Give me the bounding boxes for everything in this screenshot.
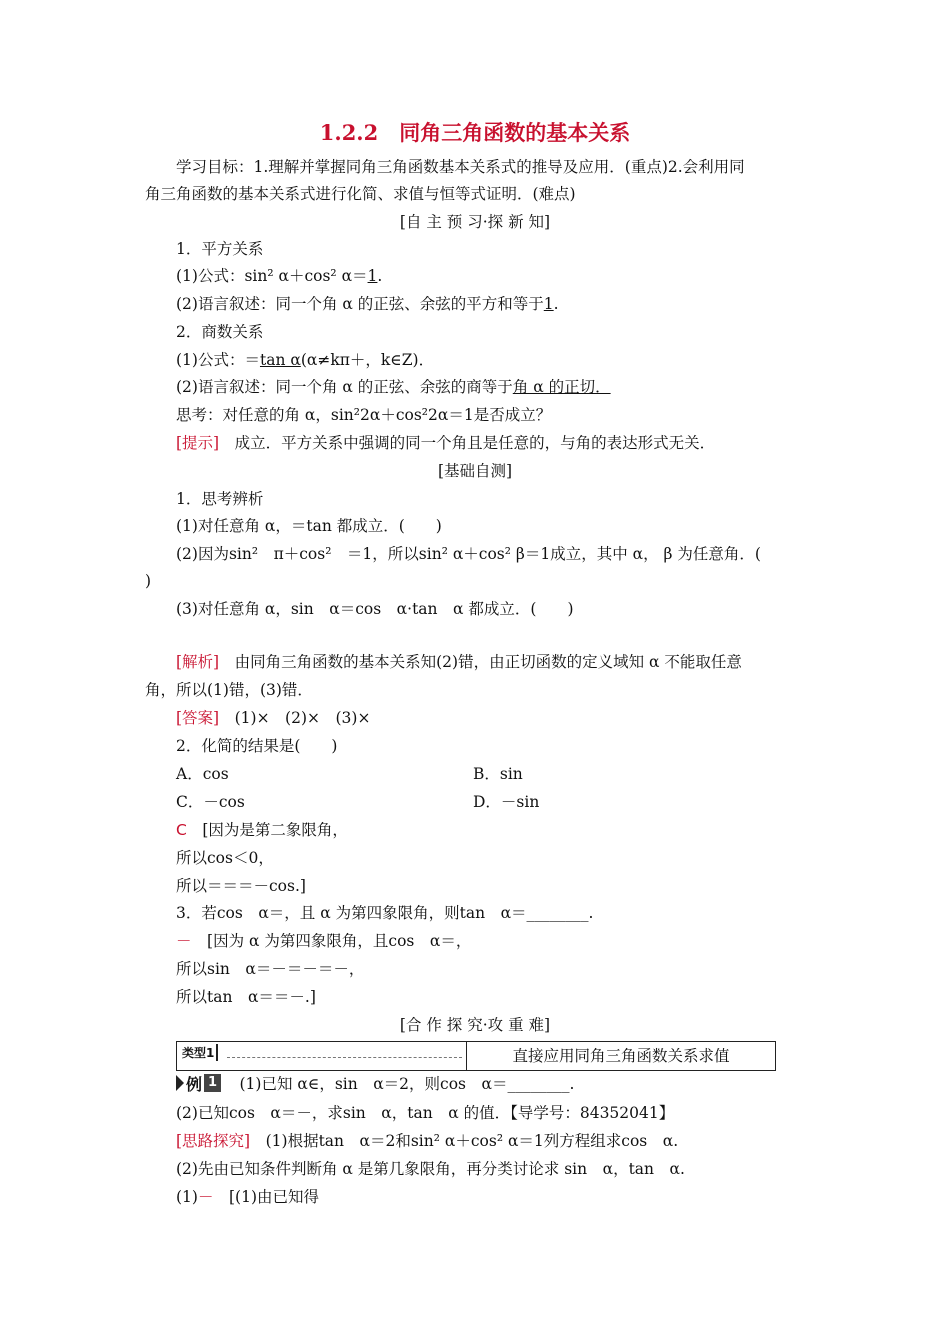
q1-analysis <box>176 651 742 673</box>
analysis-line-1: 由同角三角函数的基本关系知(2)错，由正切函数的定义域知 α 不能取任意 <box>219 653 742 671</box>
quotient-formula-prefix: (1)公式：＝ <box>176 351 260 369</box>
q1-heading: 1．思考辨析 <box>176 490 264 508</box>
square-heading: 1．平方关系 <box>176 240 264 258</box>
idea-label: [思路探究] <box>176 1132 251 1150</box>
q3-solution-1 <box>176 930 471 952</box>
q3-answer: － <box>176 932 192 950</box>
answer-text: (1)× (2)× (3)× <box>219 709 371 727</box>
type1-tag-cell <box>177 1042 467 1070</box>
q2-heading: 2．化简的结果是( ) <box>176 737 338 755</box>
q2-option-a: A．cos <box>176 765 229 783</box>
page-title: 1.2.2 同角三角函数的基本关系 <box>319 120 631 145</box>
section-preview-heading: [自 主 预 习·探 新 知] <box>399 213 551 231</box>
q2-option-b: B．sin <box>473 765 523 783</box>
type1-tag: 类型1 <box>180 1044 218 1061</box>
quotient-formula <box>176 349 434 371</box>
q1-item-2: (2)因为sin² π＋cos² ＝1，所以sin² α＋cos² β＝1成立，其中 α， β 为任意角．( <box>176 545 761 563</box>
answer-label: [答案] <box>176 709 220 727</box>
square-formula <box>176 265 382 287</box>
sol-prefix: (1) <box>176 1188 198 1206</box>
hint-label: [提示] <box>176 434 220 452</box>
quotient-statement-prefix: (2)语言叙述：同一个角 α 的正弦、余弦的商等于 <box>176 378 513 396</box>
example1-solution <box>176 1186 319 1208</box>
hint-text: 成立．平方关系中强调的同一个角且是任意的，与角的表达形式无关． <box>219 434 716 452</box>
q3-heading: 3．若cos α＝，且 α 为第四象限角，则tan α＝________. <box>176 904 594 922</box>
q2-solution-2: 所以cos＜0， <box>176 849 274 867</box>
q1-answer <box>176 707 370 729</box>
type1-title: 直接应用同角三角函数关系求值 <box>512 1047 730 1065</box>
example1-line-1: (1)已知 α∈，sin α＝2，则cos α＝________. <box>224 1075 575 1093</box>
sol-answer: － <box>197 1188 214 1206</box>
q2-answer: C <box>176 821 187 839</box>
square-statement-answer: 1 <box>543 295 554 313</box>
quotient-formula-suffix: (α≠kπ＋，k∈Z)． <box>300 351 435 369</box>
q2-solution-1 <box>176 819 348 841</box>
q2-option-c: C．－cos <box>176 793 245 811</box>
analysis-line-2: 角，所以(1)错，(3)错． <box>145 681 313 699</box>
type1-dash-line <box>227 1057 462 1058</box>
example1-tag <box>176 1072 221 1094</box>
sol-text: [(1)由已知得 <box>213 1188 319 1206</box>
q3-sol-text-1: [因为 α 为第四象限角，且cos α＝， <box>191 932 472 950</box>
example1-idea <box>176 1130 678 1152</box>
q1-item-1: (1)对任意角 α，＝tan 都成立．( ) <box>176 517 442 535</box>
q1-item-2-cont: ) <box>145 572 152 590</box>
square-formula-prefix: (1)公式：sin² α＋cos² α＝ <box>176 267 368 285</box>
hint <box>176 432 715 454</box>
q3-solution-3: 所以tan α＝＝－.] <box>176 988 316 1006</box>
square-statement-prefix: (2)语言叙述：同一个角 α 的正弦、余弦的平方和等于 <box>176 295 544 313</box>
square-formula-answer: 1 <box>367 267 378 285</box>
quotient-heading: 2．商数关系 <box>176 323 264 341</box>
objective-line-2: 角三角函数的基本关系式进行化简、求值与恒等式证明．(难点) <box>145 185 576 203</box>
type1-header <box>176 1041 776 1071</box>
analysis-label: [解析] <box>176 653 220 671</box>
q2-option-d: D．－sin <box>473 793 540 811</box>
example1-line-2: (2)已知cos α＝－，求sin α，tan α 的值．【导学号：84352041】 <box>176 1104 675 1122</box>
idea-text: (1)根据tan α＝2和sin² α＋cos² α＝1列方程组求cos α. <box>250 1132 679 1150</box>
example1-idea-line-2: (2)先由已知条件判断角 α 是第几象限角，再分类讨论求 sin α，tan α. <box>176 1160 685 1178</box>
objective-line-1: 学习目标：1.理解并掌握同角三角函数基本关系式的推导及应用．(重点)2.会利用同 <box>176 158 745 176</box>
q2-solution-3: 所以＝＝＝－cos.] <box>176 877 306 895</box>
example-number: 1 <box>204 1074 221 1092</box>
q1-item-3: (3)对任意角 α，sin α＝cos α·tan α 都成立．( ) <box>176 600 574 618</box>
quotient-statement-answer: 角 α 的正切． <box>512 378 611 396</box>
square-statement-suffix: . <box>553 295 559 313</box>
section-selftest-heading: [基础自测] <box>437 462 513 480</box>
square-statement <box>176 293 559 315</box>
q3-solution-2: 所以sin α＝－＝－＝－， <box>176 960 365 978</box>
quotient-statement <box>176 376 611 398</box>
think-question: 思考：对任意的角 α，sin²2α＋cos²2α＝1是否成立？ <box>176 406 552 424</box>
section-explore-heading: [合 作 探 究·攻 重 难] <box>399 1016 551 1034</box>
q2-sol-text-1: [因为是第二象限角， <box>186 821 348 839</box>
triangle-marker-icon <box>176 1075 184 1091</box>
square-formula-suffix: . <box>377 267 383 285</box>
quotient-formula-answer: tan α <box>259 351 301 369</box>
example-word: 例 <box>186 1074 203 1094</box>
